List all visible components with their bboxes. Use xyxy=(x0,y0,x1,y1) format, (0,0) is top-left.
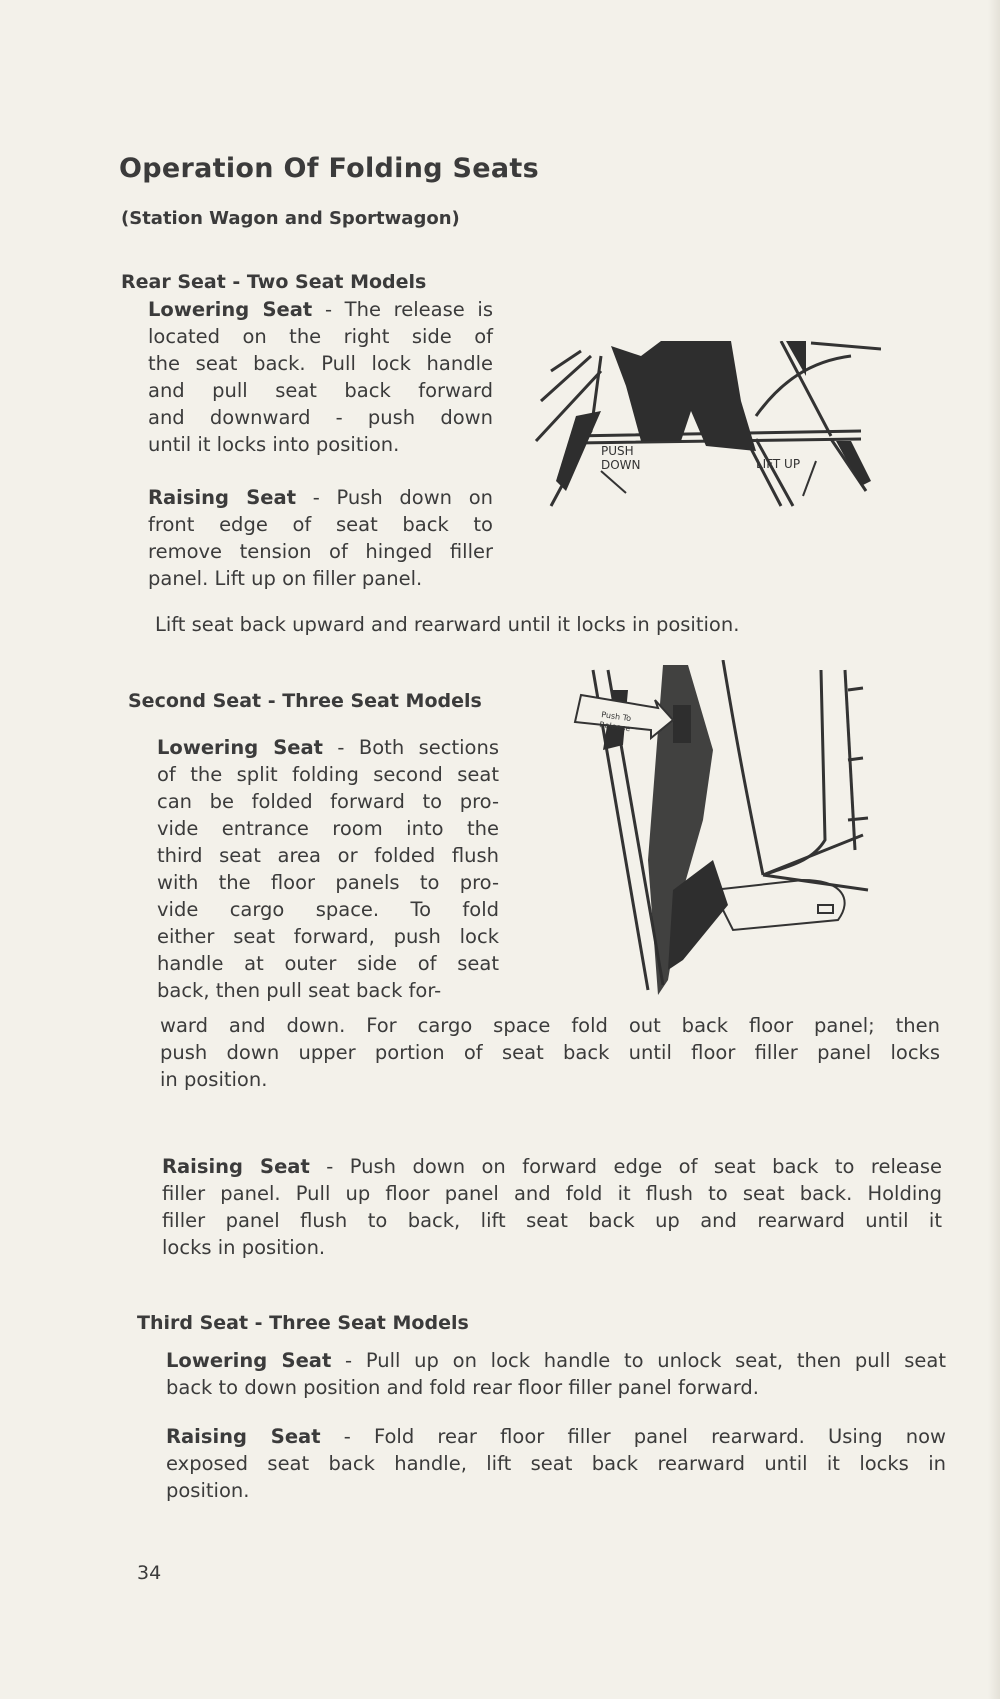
page-number: 34 xyxy=(137,1562,162,1584)
rear-seat-illustration xyxy=(531,341,881,511)
paragraph-line: handle at outer side of seat xyxy=(157,952,499,975)
paragraph-line: filler panel flush to back, lift seat back up and rearward until it xyxy=(162,1209,942,1232)
paragraph-line: back to down position and fold rear floor filler panel forward. xyxy=(166,1376,759,1399)
paragraph-line: with the floor panels to pro- xyxy=(157,871,499,894)
page-edge xyxy=(988,0,1000,1699)
paragraph-line: vide entrance room into the xyxy=(157,817,499,840)
paragraph-text: - Push down on forward edge of seat back to release xyxy=(309,1155,942,1178)
paragraph-line: panel. Lift up on filler panel. xyxy=(148,567,423,590)
paragraph-line: the seat back. Pull lock handle xyxy=(148,352,493,375)
second-raising-paragraph xyxy=(162,1153,942,1261)
paragraph-line: and pull seat back forward xyxy=(148,379,493,402)
paragraph-label: Raising Seat xyxy=(148,486,297,509)
push-to-release-line1: Push To xyxy=(600,710,632,724)
paragraph-text: - Pull up on lock handle to unlock seat, then pull seat xyxy=(331,1349,946,1372)
paragraph-line: locks in position. xyxy=(162,1236,326,1259)
rear-lowering-paragraph xyxy=(148,296,493,458)
paragraph-line xyxy=(162,1153,942,1180)
paragraph-line: until it locks into position. xyxy=(148,433,400,456)
second-lowering-paragraph xyxy=(157,734,499,1004)
paragraph-line: remove tension of hinged filler xyxy=(148,540,493,563)
second-seat-heading: Second Seat - Three Seat Models xyxy=(128,690,482,712)
paragraph-line: ward and down. For cargo space fold out back floor panel; then xyxy=(160,1014,940,1037)
page-subtitle: (Station Wagon and Sportwagon) xyxy=(121,208,460,229)
paragraph-label: Raising Seat xyxy=(162,1155,310,1178)
paragraph-label: Lowering Seat xyxy=(148,298,313,321)
paragraph-line xyxy=(148,484,493,511)
push-label-line1: PUSH xyxy=(601,444,634,458)
paragraph-line: position. xyxy=(166,1479,250,1502)
paragraph-text: - Both sections xyxy=(322,736,499,759)
paragraph-label: Lowering Seat xyxy=(157,736,323,759)
paragraph-line xyxy=(166,1347,946,1374)
paragraph-label: Raising Seat xyxy=(166,1425,321,1448)
third-lowering-paragraph xyxy=(166,1347,946,1401)
second-seat-illustration xyxy=(563,660,873,1000)
paragraph-line: either seat forward, push lock xyxy=(157,925,499,948)
paragraph-line xyxy=(157,734,499,761)
paragraph-line: third seat area or folded flush xyxy=(157,844,499,867)
second-lowering-continued xyxy=(160,1012,940,1093)
paragraph-line: exposed seat back handle, lift seat back rearward until it locks in xyxy=(166,1452,946,1475)
paragraph-line: and downward - push down xyxy=(148,406,493,429)
paragraph-line xyxy=(148,296,493,323)
paragraph-line: in position. xyxy=(160,1068,268,1091)
paragraph-line xyxy=(166,1423,946,1450)
paragraph-line: located on the right side of xyxy=(148,325,493,348)
paragraph-text: - The release is xyxy=(312,298,494,321)
paragraph-line: front edge of seat back to xyxy=(148,513,493,536)
paragraph-line: back, then pull seat back for- xyxy=(157,979,442,1002)
paragraph-text: - Fold rear floor filler panel rearward. Using now xyxy=(320,1425,947,1448)
page-title: Operation Of Folding Seats xyxy=(119,153,539,184)
rear-seat-heading: Rear Seat - Two Seat Models xyxy=(121,271,427,293)
third-raising-paragraph xyxy=(166,1423,946,1504)
third-seat-heading: Third Seat - Three Seat Models xyxy=(137,1312,469,1334)
paragraph-line: vide cargo space. To fold xyxy=(157,898,499,921)
paragraph-text: - Push down on xyxy=(296,486,494,509)
rear-raising-paragraph xyxy=(148,484,493,592)
lift-up-label: LIFT UP xyxy=(756,457,801,471)
paragraph-label: Lowering Seat xyxy=(166,1349,332,1372)
paragraph-line: filler panel. Pull up floor panel and fold it flush to seat back. Holding xyxy=(162,1182,942,1205)
paragraph-line: can be folded forward to pro- xyxy=(157,790,499,813)
push-to-release-line2: Release xyxy=(598,720,631,734)
push-label-line2: DOWN xyxy=(601,458,641,472)
paragraph-line: of the split folding second seat xyxy=(157,763,499,786)
paragraph-line: push down upper portion of seat back until floor filler panel locks xyxy=(160,1041,940,1064)
rear-raising-continued: Lift seat back upward and rearward until it locks in position. xyxy=(155,613,740,636)
